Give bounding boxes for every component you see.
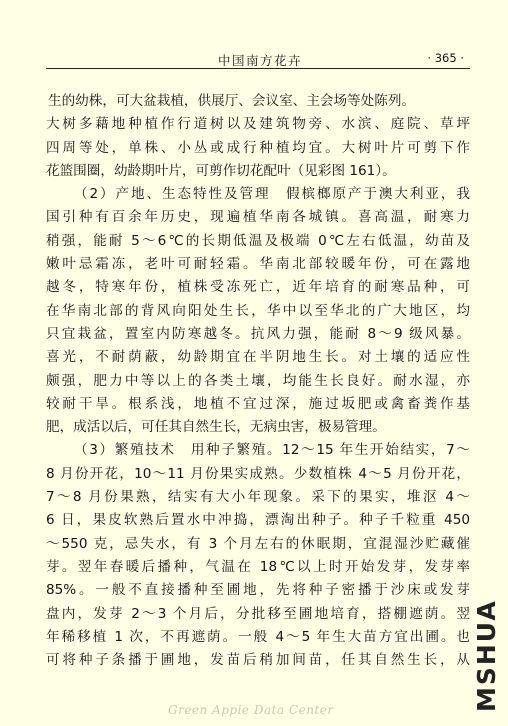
text-line: ～550 克，忌失水，有 3 个月左右的休眠期，宜混湿沙贮藏催 [46,535,470,552]
page-number: · 365 · [427,51,464,65]
text-line: 喜光，不耐荫蔽，幼龄期宜在半阴地生长。对土壤的适应性 [46,349,470,366]
text-line: 只宜栽盆，置室内防寒越冬。抗风力强，能耐 8～9 级风暴。 [46,325,470,342]
book-title: 中国南方花卉 [218,53,303,68]
body-text [46,90,470,672]
text-line: （2）产地、生态特性及管理 假槟榔原产于澳大利亚，我 [74,186,470,203]
text-line: 生的幼株，可大盆栽植，供展厅、会议室、主会场等处陈列。 [48,93,416,109]
text-line: 国引种有百余年历史，现遍植华南各城镇。喜高温，耐寒力 [46,209,470,226]
text-line: 嫩叶忌霜冻，老叶可耐轻霜。华南北部较暖年份，可在露地 [46,256,470,273]
text-line: 四周等处，单株、小丛或成行种植均宜。大树叶片可剪下作 [46,139,470,156]
text-line: 可将种子条播于圃地，发苗后稍加间苗，任其自然生长，从 [46,652,470,669]
text-line: 大树多藉地种植作行道树以及建筑物旁、水滨、庭院、草坪 [46,116,470,133]
text-line: 较耐干旱。根系浅，地植不宜过深，施过坂肥或禽畜粪作基 [46,395,470,412]
side-watermark: MSHUA [472,599,501,712]
text-line: 在华南北部的背风向阳处生长，华中以至华北的广大地区，均 [46,302,470,319]
text-line: （3）繁殖技术 用种子繁殖。12～15 年生开始结实，7～ [74,442,470,459]
text-line: 颇强，肥力中等以上的各类土壤，均能生长良好。耐水湿，亦 [46,372,470,389]
text-line: 稍强，能耐 5～6℃的长期低温及极端 0℃左右低温，幼苗及 [46,232,470,249]
text-line: 年稀移植 1 次，不再遮荫。一般 4～5 年生大苗方宜出圃。也 [46,628,470,645]
text-line: 7～8 月份果熟，结实有大小年现象。采下的果实，堆沤 4～ [46,489,470,506]
text-line: 芽。翌年春暖后播种，气温在 18℃以上时开始发芽，发芽率 [46,558,470,575]
text-line: 花篮围圈，幼龄期叶片，可剪作切花配叶（见彩图 161）。 [46,162,396,179]
text-line: 越冬，特寒年份，植株受冻死亡，近年培育的耐寒品种，可 [46,279,470,296]
running-header [46,50,470,69]
text-line: 8 月份开花，10～11 月份果实成熟。少数植株 4～5 月份开花， [46,465,470,482]
text-line: 85%。一般不直接播种至圃地，先将种子密播于沙床或发芽 [46,582,470,599]
text-line: 盘内，发芽 2～3 个月后，分批移至圃地培育，搭棚遮荫。翌 [46,605,470,622]
bottom-watermark: Green Apple Data Center [168,703,334,717]
text-line: 肥，成活以后，可任其自然生长，无病虫害，极易管理。 [46,419,386,436]
text-line: 6 日，果皮软熟后置水中冲捣，漂淘出种子。种子千粒重 450 [46,512,470,529]
